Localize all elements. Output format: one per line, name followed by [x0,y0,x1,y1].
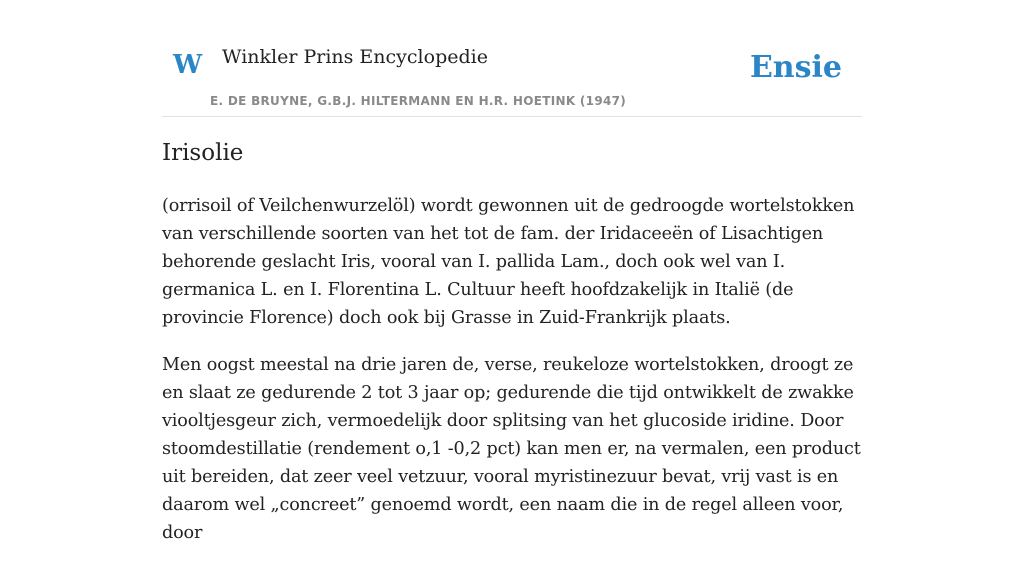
source-title[interactable]: Winkler Prins Encyclopedie [222,46,488,68]
ensie-logo[interactable]: Ensie [749,50,842,85]
article-title: Irisolie [162,140,244,166]
article-paragraph: (orrisoil of Veilchenwurzelöl) wordt gewonnen uit de gedroogde wortelstokken van verschillende soorten van het tot de fam. der Iridaceeën of Lisachtigen behorende geslacht Iris, vooral van I. pallida Lam., doch ook wel van I. germanica L. en I. Florentina L. Cultuur heeft hoofdzakelijk in Italië (de provincie Florence) doch ook bij Grasse in Zuid-Frankrijk plaats. [162,196,855,328]
winkler-prins-logo-icon[interactable]: W [173,50,203,80]
article-paragraph: Men oogst meestal na drie jaren de, verse, reukeloze wortelstokken, droogt ze en slaat ze gedurende 2 tot 3 jaar op; gedurende die tijd ontwikkelt de zwakke viooltjesgeur zich, vermoedelijk door splitsing van het glucoside iridine. Door stoomdestillatie (rendement o,1 -0,2 pct) kan men er, na vermalen, een product uit bereiden, dat zeer veel vetzuur, vooral myristinezuur bevat, vrij vast is en daarom wel „concreet” genoemd wordt, een naam die in de regel alleen voor, door [162,355,861,543]
source-header [162,40,862,117]
source-authors: E. DE BRUYNE, G.B.J. HILTERMANN EN H.R. HOETINK (1947) [210,94,627,108]
article-body [162,192,866,566]
